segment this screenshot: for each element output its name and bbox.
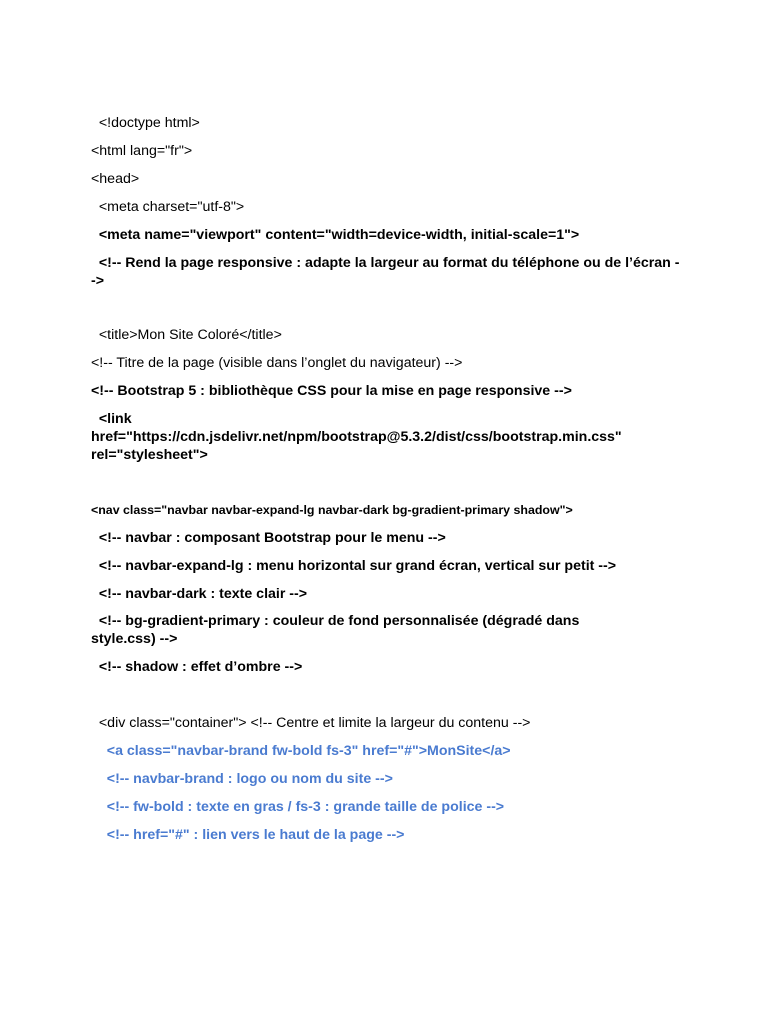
doc-line-brand-link: <a class="navbar-brand fw-bold fs-3" href="#">MonSite</a> xyxy=(91,743,511,759)
doc-line-head: <head> xyxy=(91,171,140,187)
doc-line-href-comment: <!-- href="#" : lien vers le haut de la page --> xyxy=(91,827,405,843)
doc-line-meta-viewport: <meta name="viewport" content="width=device-width, initial-scale=1"> xyxy=(91,227,580,243)
doc-line-gradient-comment: <!-- bg-gradient-primary : couleur de fond personnalisée (dégradé dans style.css) --> xyxy=(91,613,580,647)
doc-line-nav: <nav class="navbar navbar-expand-lg navbar-dark bg-gradient-primary shadow"> xyxy=(91,503,573,517)
doc-line-doctype: <!doctype html> xyxy=(91,115,200,131)
doc-line-fwbold-comment: <!-- fw-bold : texte en gras / fs-3 : grande taille de police --> xyxy=(91,799,505,815)
doc-line-html: <html lang="fr"> xyxy=(91,143,193,159)
doc-line-bootstrap-comment: <!-- Bootstrap 5 : bibliothèque CSS pour la mise en page responsive --> xyxy=(91,383,572,399)
doc-line-meta-charset: <meta charset="utf-8"> xyxy=(91,199,245,215)
doc-line-expand-comment: <!-- navbar-expand-lg : menu horizontal sur grand écran, vertical sur petit --> xyxy=(91,558,617,574)
doc-line-title: <title>Mon Site Coloré</title> xyxy=(91,327,282,343)
doc-line-dark-comment: <!-- navbar-dark : texte clair --> xyxy=(91,586,308,602)
doc-line-link: <link href="https://cdn.jsdelivr.net/npm/bootstrap@5.3.2/dist/css/bootstrap.min.css" rel="stylesheet"> xyxy=(91,411,622,463)
doc-line-brand-comment: <!-- navbar-brand : logo ou nom du site --> xyxy=(91,771,393,787)
doc-line-shadow-comment: <!-- shadow : effet d’ombre --> xyxy=(91,659,303,675)
doc-line-navbar-comment: <!-- navbar : composant Bootstrap pour le menu --> xyxy=(91,530,446,546)
doc-line-container: <div class="container"> <!-- Centre et limite la largeur du contenu --> xyxy=(91,715,531,731)
doc-line-viewport-comment: <!-- Rend la page responsive : adapte la largeur au format du téléphone ou de l’écran --> xyxy=(91,255,680,289)
doc-line-title-comment: <!-- Titre de la page (visible dans l’onglet du navigateur) --> xyxy=(91,355,463,371)
